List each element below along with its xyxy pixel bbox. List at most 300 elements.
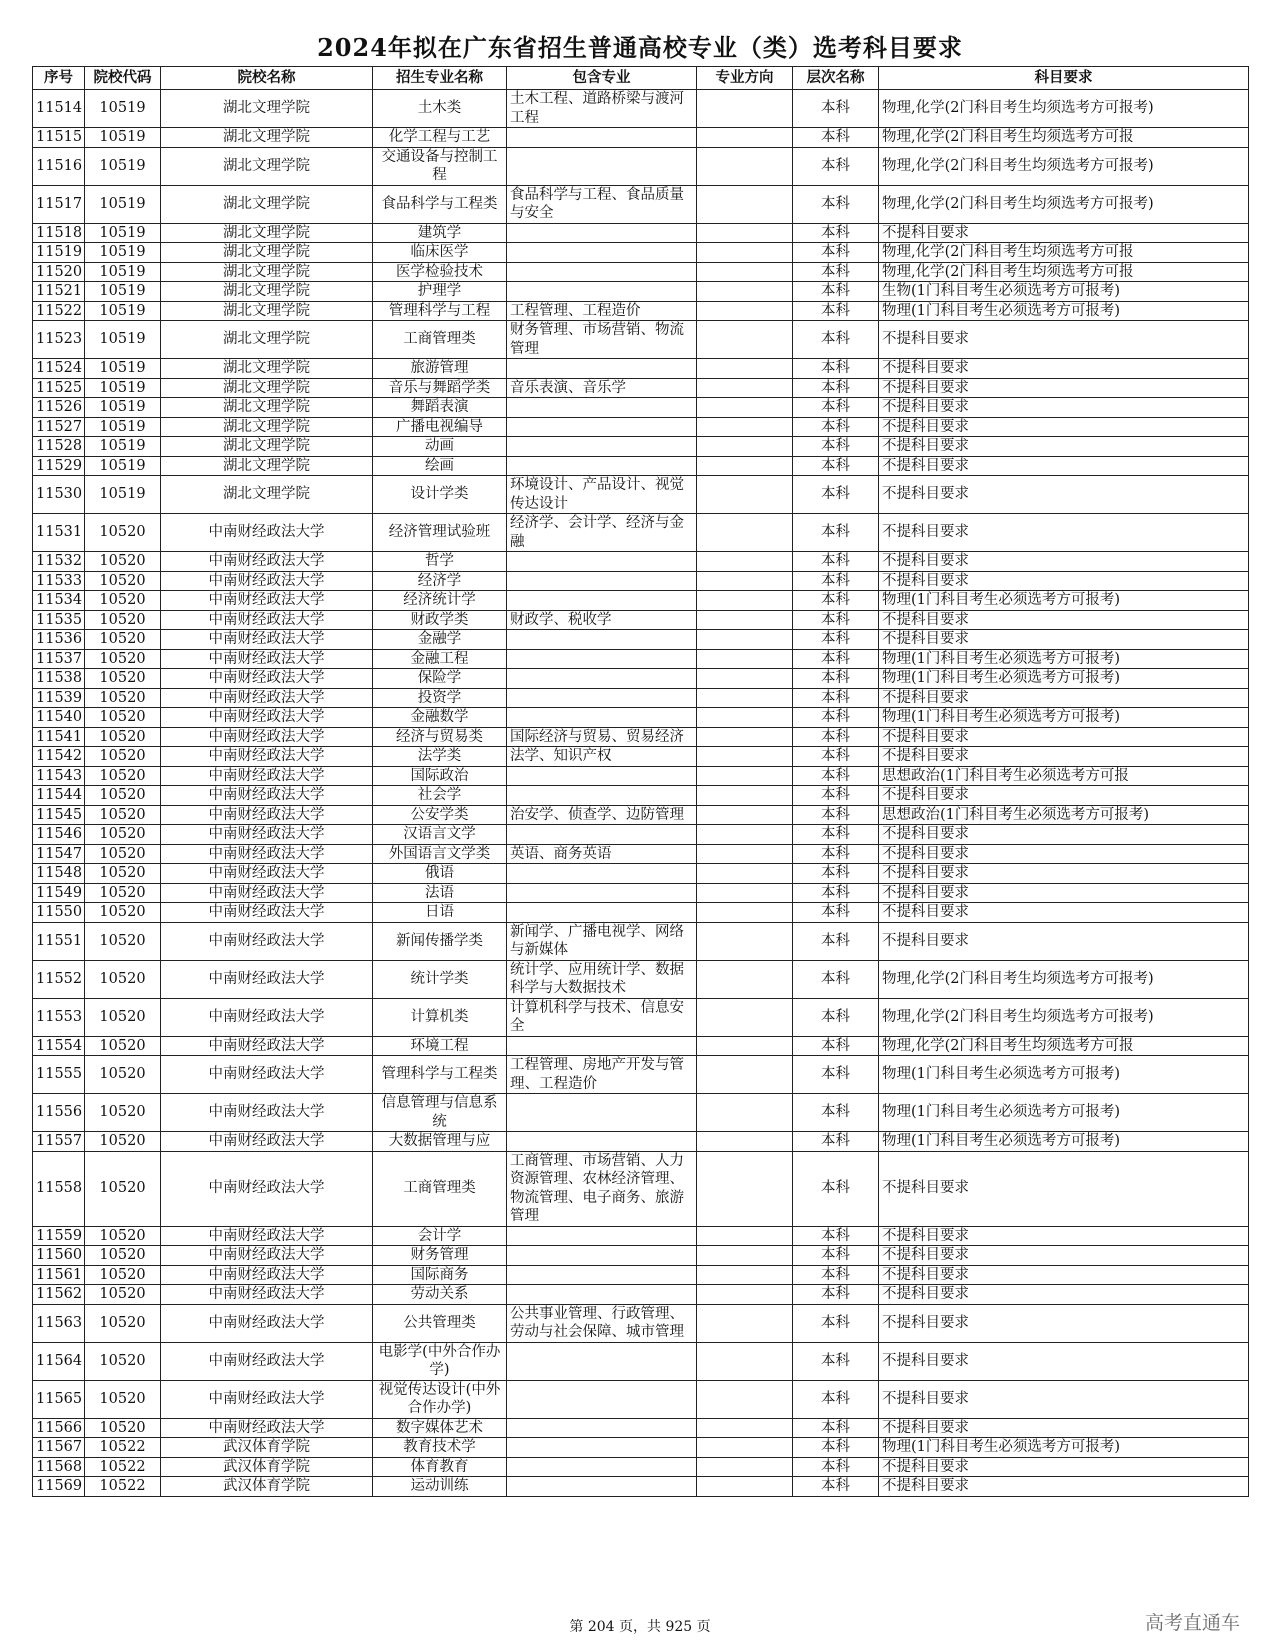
table-row — [33, 262, 1249, 282]
school-name-cell: 湖北文理学院 — [161, 282, 373, 302]
direction-cell — [697, 805, 793, 825]
index-cell: 11536 — [33, 630, 85, 650]
direction-cell — [697, 1036, 793, 1056]
index-cell: 11525 — [33, 378, 85, 398]
school-code-cell: 10520 — [85, 552, 161, 572]
level-cell: 本科 — [793, 1477, 879, 1497]
school-name-cell: 中南财经政法大学 — [161, 1246, 373, 1266]
level-cell: 本科 — [793, 766, 879, 786]
included-majors-cell — [507, 864, 697, 884]
direction-cell — [697, 708, 793, 728]
included-majors-cell — [507, 417, 697, 437]
school-code-cell: 10520 — [85, 786, 161, 806]
brand-watermark: 高考直通车 — [1144, 1612, 1240, 1634]
included-majors-cell: 工程管理、工程造价 — [507, 301, 697, 321]
school-name-cell: 中南财经政法大学 — [161, 1380, 373, 1418]
table-row — [33, 552, 1249, 572]
included-majors-cell — [507, 1380, 697, 1418]
included-majors-cell — [507, 437, 697, 457]
direction-cell — [697, 301, 793, 321]
index-cell: 11543 — [33, 766, 85, 786]
direction-cell — [697, 688, 793, 708]
included-majors-cell: 环境设计、产品设计、视觉传达设计 — [507, 476, 697, 514]
school-name-cell: 中南财经政法大学 — [161, 552, 373, 572]
index-cell: 11565 — [33, 1380, 85, 1418]
level-cell: 本科 — [793, 378, 879, 398]
school-code-cell: 10520 — [85, 630, 161, 650]
table-row — [33, 398, 1249, 418]
school-code-cell: 10520 — [85, 1056, 161, 1094]
major-name-cell: 旅游管理 — [373, 359, 507, 379]
table-row — [33, 591, 1249, 611]
subject-req-cell: 不提科目要求 — [879, 1246, 1249, 1266]
major-name-cell: 数字媒体艺术 — [373, 1418, 507, 1438]
major-name-cell: 环境工程 — [373, 1036, 507, 1056]
header-subject-req: 科目要求 — [879, 67, 1249, 90]
level-cell: 本科 — [793, 883, 879, 903]
school-name-cell: 中南财经政法大学 — [161, 1285, 373, 1305]
direction-cell — [697, 1304, 793, 1342]
direction-cell — [697, 864, 793, 884]
major-name-cell: 护理学 — [373, 282, 507, 302]
school-code-cell: 10519 — [85, 128, 161, 148]
page-footer: 第 204 页，共 925 页 — [569, 1619, 711, 1635]
school-name-cell: 中南财经政法大学 — [161, 1304, 373, 1342]
school-code-cell: 10520 — [85, 1342, 161, 1380]
major-name-cell: 动画 — [373, 437, 507, 457]
level-cell: 本科 — [793, 262, 879, 282]
subject-req-cell: 不提科目要求 — [879, 1477, 1249, 1497]
direction-cell — [697, 1285, 793, 1305]
level-cell: 本科 — [793, 786, 879, 806]
major-name-cell: 临床医学 — [373, 243, 507, 263]
subject-req-cell: 物理,化学(2门科目考生均须选考方可报考) — [879, 960, 1249, 998]
major-name-cell: 绘画 — [373, 456, 507, 476]
school-name-cell: 中南财经政法大学 — [161, 571, 373, 591]
included-majors-cell — [507, 688, 697, 708]
subject-req-cell: 物理(1门科目考生必须选考方可报考) — [879, 591, 1249, 611]
school-code-cell: 10520 — [85, 864, 161, 884]
school-code-cell: 10519 — [85, 223, 161, 243]
direction-cell — [697, 903, 793, 923]
table-row — [33, 1246, 1249, 1266]
direction-cell — [697, 437, 793, 457]
index-cell: 11517 — [33, 185, 85, 223]
included-majors-cell — [507, 708, 697, 728]
level-cell: 本科 — [793, 571, 879, 591]
school-name-cell: 中南财经政法大学 — [161, 1265, 373, 1285]
direction-cell — [697, 1094, 793, 1132]
direction-cell — [697, 766, 793, 786]
table-row — [33, 960, 1249, 998]
school-code-cell: 10520 — [85, 1094, 161, 1132]
school-code-cell: 10520 — [85, 747, 161, 767]
table-row — [33, 243, 1249, 263]
level-cell: 本科 — [793, 321, 879, 359]
major-name-cell: 设计学类 — [373, 476, 507, 514]
major-name-cell: 财务管理 — [373, 1246, 507, 1266]
school-code-cell: 10520 — [85, 669, 161, 689]
school-code-cell: 10520 — [85, 610, 161, 630]
subject-req-cell: 不提科目要求 — [879, 630, 1249, 650]
index-cell: 11542 — [33, 747, 85, 767]
direction-cell — [697, 321, 793, 359]
subject-req-cell: 不提科目要求 — [879, 321, 1249, 359]
index-cell: 11537 — [33, 649, 85, 669]
school-code-cell: 10520 — [85, 571, 161, 591]
index-cell: 11531 — [33, 514, 85, 552]
major-name-cell: 交通设备与控制工程 — [373, 147, 507, 185]
index-cell: 11558 — [33, 1151, 85, 1226]
major-name-cell: 化学工程与工艺 — [373, 128, 507, 148]
level-cell: 本科 — [793, 301, 879, 321]
major-name-cell: 法学类 — [373, 747, 507, 767]
index-cell: 11545 — [33, 805, 85, 825]
major-name-cell: 土木类 — [373, 90, 507, 128]
table-row — [33, 747, 1249, 767]
included-majors-cell — [507, 1285, 697, 1305]
level-cell: 本科 — [793, 398, 879, 418]
school-name-cell: 中南财经政法大学 — [161, 688, 373, 708]
table-row — [33, 1304, 1249, 1342]
included-majors-cell — [507, 669, 697, 689]
subject-req-cell: 不提科目要求 — [879, 456, 1249, 476]
school-name-cell: 中南财经政法大学 — [161, 1036, 373, 1056]
table-row — [33, 282, 1249, 302]
table-row — [33, 1477, 1249, 1497]
major-name-cell: 劳动关系 — [373, 1285, 507, 1305]
subject-req-cell: 不提科目要求 — [879, 398, 1249, 418]
index-cell: 11564 — [33, 1342, 85, 1380]
index-cell: 11530 — [33, 476, 85, 514]
included-majors-cell — [507, 883, 697, 903]
school-name-cell: 中南财经政法大学 — [161, 630, 373, 650]
included-majors-cell — [507, 1457, 697, 1477]
school-name-cell: 中南财经政法大学 — [161, 844, 373, 864]
index-cell: 11540 — [33, 708, 85, 728]
school-name-cell: 中南财经政法大学 — [161, 864, 373, 884]
subject-req-cell: 物理,化学(2门科目考生均须选考方可报考) — [879, 90, 1249, 128]
subject-req-cell: 物理(1门科目考生必须选考方可报考) — [879, 1056, 1249, 1094]
subject-req-cell: 物理,化学(2门科目考生均须选考方可报考) — [879, 185, 1249, 223]
included-majors-cell — [507, 282, 697, 302]
included-majors-cell: 工商管理、市场营销、人力资源管理、农林经济管理、物流管理、电子商务、旅游管理 — [507, 1151, 697, 1226]
subject-req-cell: 不提科目要求 — [879, 883, 1249, 903]
subject-req-cell: 不提科目要求 — [879, 417, 1249, 437]
school-code-cell: 10520 — [85, 1226, 161, 1246]
direction-cell — [697, 786, 793, 806]
table-row — [33, 514, 1249, 552]
school-code-cell: 10520 — [85, 960, 161, 998]
school-name-cell: 中南财经政法大学 — [161, 727, 373, 747]
table-row — [33, 727, 1249, 747]
table-row — [33, 649, 1249, 669]
subject-req-cell: 物理(1门科目考生必须选考方可报考) — [879, 1132, 1249, 1152]
major-name-cell: 保险学 — [373, 669, 507, 689]
included-majors-cell — [507, 1438, 697, 1458]
subject-req-cell: 生物(1门科目考生必须选考方可报考) — [879, 282, 1249, 302]
direction-cell — [697, 1265, 793, 1285]
index-cell: 11560 — [33, 1246, 85, 1266]
index-cell: 11547 — [33, 844, 85, 864]
major-name-cell: 管理科学与工程 — [373, 301, 507, 321]
level-cell: 本科 — [793, 1226, 879, 1246]
school-name-cell: 湖北文理学院 — [161, 417, 373, 437]
included-majors-cell — [507, 1226, 697, 1246]
school-code-cell: 10519 — [85, 282, 161, 302]
table-row — [33, 1380, 1249, 1418]
index-cell: 11562 — [33, 1285, 85, 1305]
included-majors-cell — [507, 825, 697, 845]
direction-cell — [697, 476, 793, 514]
index-cell: 11518 — [33, 223, 85, 243]
major-name-cell: 工商管理类 — [373, 1151, 507, 1226]
level-cell: 本科 — [793, 1342, 879, 1380]
index-cell: 11526 — [33, 398, 85, 418]
index-cell: 11556 — [33, 1094, 85, 1132]
table-row — [33, 1151, 1249, 1226]
major-name-cell: 经济学 — [373, 571, 507, 591]
included-majors-cell: 法学、知识产权 — [507, 747, 697, 767]
subject-req-cell: 物理,化学(2门科目考生均须选考方可报考) — [879, 147, 1249, 185]
school-name-cell: 中南财经政法大学 — [161, 1226, 373, 1246]
major-name-cell: 金融学 — [373, 630, 507, 650]
level-cell: 本科 — [793, 185, 879, 223]
school-name-cell: 中南财经政法大学 — [161, 766, 373, 786]
major-name-cell: 教育技术学 — [373, 1438, 507, 1458]
direction-cell — [697, 128, 793, 148]
level-cell: 本科 — [793, 456, 879, 476]
index-cell: 11549 — [33, 883, 85, 903]
school-code-cell: 10520 — [85, 922, 161, 960]
major-name-cell: 哲学 — [373, 552, 507, 572]
index-cell: 11522 — [33, 301, 85, 321]
table-row — [33, 922, 1249, 960]
level-cell: 本科 — [793, 591, 879, 611]
subject-req-cell: 物理(1门科目考生必须选考方可报考) — [879, 708, 1249, 728]
direction-cell — [697, 185, 793, 223]
major-name-cell: 金融数学 — [373, 708, 507, 728]
school-code-cell: 10520 — [85, 1036, 161, 1056]
school-name-cell: 中南财经政法大学 — [161, 669, 373, 689]
school-name-cell: 中南财经政法大学 — [161, 805, 373, 825]
included-majors-cell — [507, 786, 697, 806]
included-majors-cell — [507, 630, 697, 650]
subject-req-cell: 不提科目要求 — [879, 747, 1249, 767]
school-name-cell: 湖北文理学院 — [161, 359, 373, 379]
level-cell: 本科 — [793, 90, 879, 128]
school-code-cell: 10519 — [85, 185, 161, 223]
header-school-name: 院校名称 — [161, 67, 373, 90]
level-cell: 本科 — [793, 825, 879, 845]
major-name-cell: 法语 — [373, 883, 507, 903]
subject-req-cell: 不提科目要求 — [879, 1285, 1249, 1305]
included-majors-cell — [507, 1265, 697, 1285]
direction-cell — [697, 1226, 793, 1246]
school-name-cell: 中南财经政法大学 — [161, 825, 373, 845]
level-cell: 本科 — [793, 922, 879, 960]
school-name-cell: 湖北文理学院 — [161, 321, 373, 359]
header-direction: 专业方向 — [697, 67, 793, 90]
direction-cell — [697, 610, 793, 630]
table-row — [33, 610, 1249, 630]
major-name-cell: 舞蹈表演 — [373, 398, 507, 418]
direction-cell — [697, 1438, 793, 1458]
requirements-table — [32, 66, 1249, 1497]
school-code-cell: 10520 — [85, 1304, 161, 1342]
table-row — [33, 378, 1249, 398]
subject-req-cell: 不提科目要求 — [879, 552, 1249, 572]
index-cell: 11527 — [33, 417, 85, 437]
level-cell: 本科 — [793, 1151, 879, 1226]
included-majors-cell: 经济学、会计学、经济与金融 — [507, 514, 697, 552]
included-majors-cell: 公共事业管理、行政管理、劳动与社会保障、城市管理 — [507, 1304, 697, 1342]
school-code-cell: 10520 — [85, 1132, 161, 1152]
school-code-cell: 10519 — [85, 476, 161, 514]
school-name-cell: 湖北文理学院 — [161, 147, 373, 185]
direction-cell — [697, 398, 793, 418]
direction-cell — [697, 1246, 793, 1266]
direction-cell — [697, 456, 793, 476]
subject-req-cell: 不提科目要求 — [879, 514, 1249, 552]
school-code-cell: 10520 — [85, 1265, 161, 1285]
level-cell: 本科 — [793, 727, 879, 747]
major-name-cell: 食品科学与工程类 — [373, 185, 507, 223]
included-majors-cell — [507, 223, 697, 243]
major-name-cell: 金融工程 — [373, 649, 507, 669]
school-code-cell: 10520 — [85, 591, 161, 611]
school-code-cell: 10520 — [85, 1151, 161, 1226]
school-name-cell: 中南财经政法大学 — [161, 1132, 373, 1152]
table-row — [33, 1056, 1249, 1094]
table-row — [33, 321, 1249, 359]
school-code-cell: 10520 — [85, 825, 161, 845]
table-row — [33, 864, 1249, 884]
major-name-cell: 经济统计学 — [373, 591, 507, 611]
level-cell: 本科 — [793, 747, 879, 767]
subject-req-cell: 不提科目要求 — [879, 825, 1249, 845]
level-cell: 本科 — [793, 903, 879, 923]
school-code-cell: 10520 — [85, 1285, 161, 1305]
level-cell: 本科 — [793, 1132, 879, 1152]
school-code-cell: 10520 — [85, 1380, 161, 1418]
direction-cell — [697, 552, 793, 572]
direction-cell — [697, 747, 793, 767]
subject-req-cell: 不提科目要求 — [879, 359, 1249, 379]
school-name-cell: 湖北文理学院 — [161, 185, 373, 223]
school-code-cell: 10520 — [85, 727, 161, 747]
school-name-cell: 武汉体育学院 — [161, 1457, 373, 1477]
level-cell: 本科 — [793, 1265, 879, 1285]
subject-req-cell: 不提科目要求 — [879, 1304, 1249, 1342]
school-code-cell: 10519 — [85, 301, 161, 321]
table-row — [33, 1132, 1249, 1152]
included-majors-cell: 财政学、税收学 — [507, 610, 697, 630]
level-cell: 本科 — [793, 1246, 879, 1266]
school-name-cell: 湖北文理学院 — [161, 128, 373, 148]
direction-cell — [697, 514, 793, 552]
included-majors-cell — [507, 359, 697, 379]
index-cell: 11520 — [33, 262, 85, 282]
school-code-cell: 10520 — [85, 883, 161, 903]
direction-cell — [697, 960, 793, 998]
index-cell: 11538 — [33, 669, 85, 689]
table-row — [33, 128, 1249, 148]
direction-cell — [697, 243, 793, 263]
school-code-cell: 10519 — [85, 321, 161, 359]
direction-cell — [697, 282, 793, 302]
school-name-cell: 中南财经政法大学 — [161, 883, 373, 903]
level-cell: 本科 — [793, 1094, 879, 1132]
subject-req-cell: 不提科目要求 — [879, 437, 1249, 457]
subject-req-cell: 思想政治(1门科目考生必须选考方可报 — [879, 766, 1249, 786]
subject-req-cell: 不提科目要求 — [879, 1418, 1249, 1438]
included-majors-cell — [507, 1036, 697, 1056]
index-cell: 11535 — [33, 610, 85, 630]
subject-req-cell: 不提科目要求 — [879, 610, 1249, 630]
included-majors-cell — [507, 766, 697, 786]
direction-cell — [697, 649, 793, 669]
level-cell: 本科 — [793, 1285, 879, 1305]
table-row — [33, 688, 1249, 708]
index-cell: 11514 — [33, 90, 85, 128]
school-code-cell: 10520 — [85, 998, 161, 1036]
school-name-cell: 武汉体育学院 — [161, 1477, 373, 1497]
included-majors-cell — [507, 262, 697, 282]
subject-req-cell: 物理,化学(2门科目考生均须选考方可报 — [879, 262, 1249, 282]
direction-cell — [697, 147, 793, 185]
header-school-code: 院校代码 — [85, 67, 161, 90]
subject-req-cell: 不提科目要求 — [879, 727, 1249, 747]
direction-cell — [697, 1477, 793, 1497]
school-code-cell: 10519 — [85, 398, 161, 418]
level-cell: 本科 — [793, 1418, 879, 1438]
major-name-cell: 广播电视编导 — [373, 417, 507, 437]
school-code-cell: 10520 — [85, 1418, 161, 1438]
subject-req-cell: 不提科目要求 — [879, 1380, 1249, 1418]
school-name-cell: 中南财经政法大学 — [161, 610, 373, 630]
table-row — [33, 1438, 1249, 1458]
table-row — [33, 1265, 1249, 1285]
table-row — [33, 1226, 1249, 1246]
level-cell: 本科 — [793, 552, 879, 572]
level-cell: 本科 — [793, 223, 879, 243]
major-name-cell: 日语 — [373, 903, 507, 923]
subject-req-cell: 物理,化学(2门科目考生均须选考方可报 — [879, 1036, 1249, 1056]
subject-req-cell: 物理(1门科目考生必须选考方可报考) — [879, 1094, 1249, 1132]
level-cell: 本科 — [793, 359, 879, 379]
index-cell: 11515 — [33, 128, 85, 148]
direction-cell — [697, 1380, 793, 1418]
direction-cell — [697, 1342, 793, 1380]
level-cell: 本科 — [793, 128, 879, 148]
direction-cell — [697, 90, 793, 128]
index-cell: 11551 — [33, 922, 85, 960]
level-cell: 本科 — [793, 282, 879, 302]
school-name-cell: 中南财经政法大学 — [161, 591, 373, 611]
major-name-cell: 大数据管理与应 — [373, 1132, 507, 1152]
table-row — [33, 766, 1249, 786]
direction-cell — [697, 669, 793, 689]
subject-req-cell: 思想政治(1门科目考生必须选考方可报考) — [879, 805, 1249, 825]
level-cell: 本科 — [793, 243, 879, 263]
included-majors-cell — [507, 649, 697, 669]
school-name-cell: 湖北文理学院 — [161, 223, 373, 243]
level-cell: 本科 — [793, 864, 879, 884]
included-majors-cell: 新闻学、广播电视学、网络与新媒体 — [507, 922, 697, 960]
major-name-cell: 投资学 — [373, 688, 507, 708]
included-majors-cell — [507, 571, 697, 591]
